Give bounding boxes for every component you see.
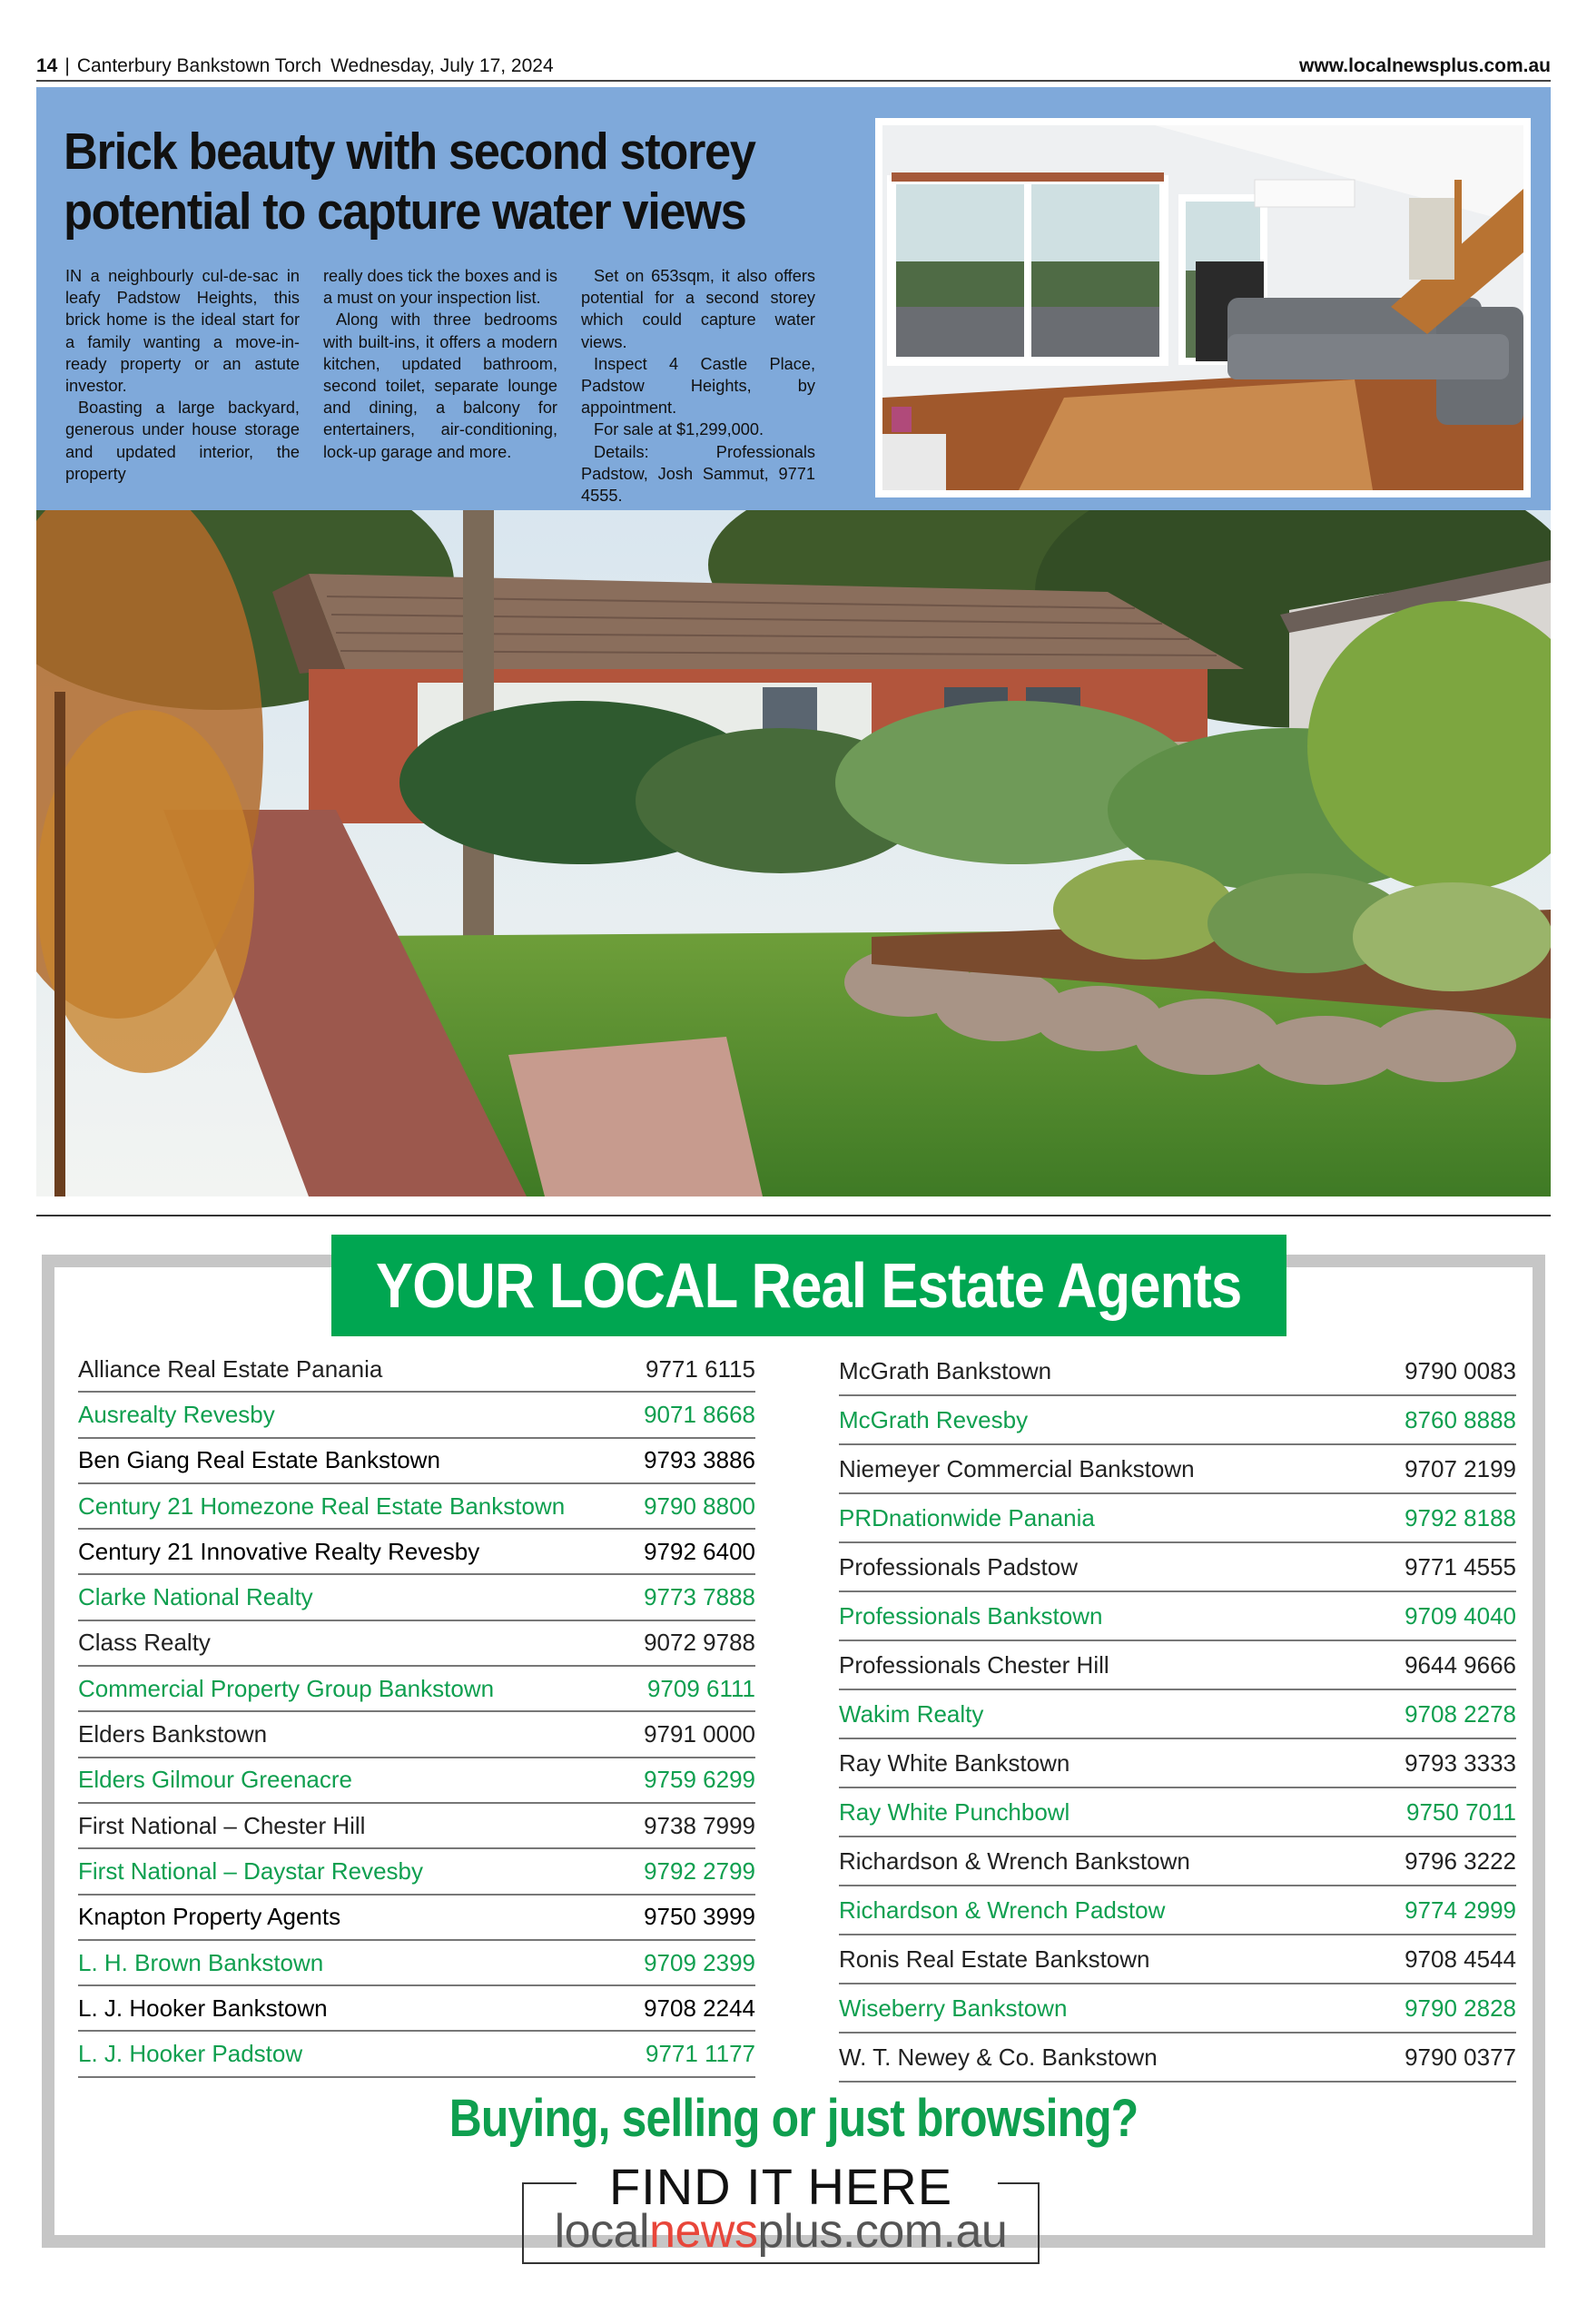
agent-phone: 9709 2399 [644,1948,755,1976]
article-paragraph: Inspect 4 Castle Place, Padstow Heights, by appointment. [581,354,815,418]
agent-phone: 9790 0377 [1405,2043,1516,2071]
agent-row [839,1347,1516,1396]
article-column-3 [581,265,815,507]
agent-row [78,1986,755,2032]
article-paragraph: Details: Professionals Padstow, Josh Sammut, 9771 4555. [581,442,815,506]
logo-site-url [522,2204,1040,2259]
agent-name: Clarke National Realty [78,1583,313,1611]
agent-name: Century 21 Homezone Real Estate Bankstown [78,1492,566,1520]
agent-name: Knapton Property Agents [78,1903,341,1931]
logo-site-local: local [554,2205,650,2258]
agent-name: Elders Bankstown [78,1720,268,1748]
agent-row [839,1543,1516,1592]
website-link[interactable]: www.localnewsplus.com.au [1299,55,1551,76]
agent-name: First National – Chester Hill [78,1811,366,1839]
agent-name: Class Realty [78,1629,211,1657]
agent-phone: 9793 3886 [644,1446,755,1474]
agent-row [839,1445,1516,1494]
agent-row [78,1484,755,1530]
article-headline: Brick beauty with second storey potential to capture water views [64,123,755,241]
agent-name: Commercial Property Group Bankstown [78,1674,495,1702]
article-panel [36,87,1551,510]
logo-site-news: news [649,2205,758,2258]
agent-phone: 9774 2999 [1405,1896,1516,1924]
agent-name: L. J. Hooker Bankstown [78,1994,328,2022]
exterior-photo [36,510,1551,1196]
agent-row [839,1837,1516,1886]
agent-phone: 9071 8668 [644,1400,755,1428]
agent-phone: 9708 4544 [1405,1945,1516,1973]
page-header [36,53,1551,82]
agent-row [78,1393,755,1438]
agent-phone: 9759 6299 [644,1766,755,1794]
article-paragraph: Set on 653sqm, it also offers potential for a second storey which could capture water views. [581,267,815,351]
agent-phone: 9708 2278 [1405,1699,1516,1728]
agent-row [78,1758,755,1804]
article-paragraph: Along with three bedrooms with built-ins, it offers a modern kitchen, updated bathroom, second toilet, separate lounge and dining, a balcony for entertainers, air-conditioning, lock-up garage and more. [323,310,557,461]
agent-phone: 9771 1177 [646,2040,755,2068]
article-body [65,265,815,507]
agent-name: Richardson & Wrench Bankstown [839,1846,1190,1875]
agent-name: Elders Gilmour Greenacre [78,1766,352,1794]
agents-list-right [839,1347,1516,2083]
agent-name: McGrath Bankstown [839,1356,1052,1384]
agent-row [839,1690,1516,1739]
agent-name: Professionals Chester Hill [839,1650,1109,1679]
agent-row [78,1941,755,1986]
logo-site-plus: plus.com.au [757,2205,1008,2258]
agent-phone: 9709 4040 [1405,1601,1516,1630]
article-paragraph: Boasting a large backyard, generous under house storage and updated interior, the property [65,399,300,483]
agent-name: Wakim Realty [839,1699,984,1728]
agent-row [839,1739,1516,1788]
agent-row [78,1712,755,1758]
agent-row [839,1935,1516,1984]
agent-phone: 9644 9666 [1405,1650,1516,1679]
agent-row [78,1575,755,1620]
local-agents-box [42,1250,1545,2258]
agent-phone: 9793 3333 [1405,1748,1516,1777]
agent-row [78,1347,755,1393]
agent-phone: 9072 9788 [644,1629,755,1657]
agent-name: Richardson & Wrench Padstow [839,1896,1166,1924]
publication-name: Canterbury Bankstown Torch [76,55,322,76]
interior-photo [875,118,1531,497]
agent-phone: 9792 8188 [1405,1503,1516,1531]
agent-name: Ray White Punchbowl [839,1797,1070,1826]
agent-name: Ben Giang Real Estate Bankstown [78,1446,440,1474]
find-it-here: FIND IT HERE [608,2158,953,2215]
agent-name: Ray White Bankstown [839,1748,1070,1777]
interior-photo-image [882,125,1523,490]
agent-phone: 9790 8800 [644,1492,755,1520]
agent-phone: 9738 7999 [644,1811,755,1839]
agent-phone: 9708 2244 [644,1994,755,2022]
agent-name: W. T. Newey & Co. Bankstown [839,2043,1158,2071]
agent-row [839,1788,1516,1837]
feature-article [36,87,1551,1196]
agent-phone: 8760 8888 [1405,1405,1516,1433]
agent-row [839,1641,1516,1690]
agent-row [839,1592,1516,1641]
localnewsplus-logo[interactable] [522,2157,1040,2266]
agent-name: Niemeyer Commercial Bankstown [839,1454,1195,1482]
agent-phone: 9790 2828 [1405,1994,1516,2022]
agent-phone: 9792 2799 [644,1856,755,1885]
article-column-2 [323,265,557,507]
agent-name: Ausrealty Revesby [78,1400,275,1428]
section-divider [36,1215,1551,1216]
agent-phone: 9707 2199 [1405,1454,1516,1482]
agent-name: McGrath Revesby [839,1405,1029,1433]
agents-banner [331,1235,1286,1336]
agent-phone: 9773 7888 [644,1583,755,1611]
agent-phone: 9790 0083 [1405,1356,1516,1384]
agent-row [78,1849,755,1895]
header-separator: | [64,55,70,76]
agent-name: L. J. Hooker Padstow [78,2040,303,2068]
page-number: 14 [36,55,58,76]
agent-row [839,1984,1516,2034]
agent-phone: 9791 0000 [644,1720,755,1748]
agent-row [78,1804,755,1849]
agent-row [78,1530,755,1575]
agents-banner-title: YOUR LOCAL Real Estate Agents [376,1250,1242,1321]
agent-name: L. H. Brown Bankstown [78,1948,324,1976]
agent-name: Professionals Bankstown [839,1601,1103,1630]
agent-name: First National – Daystar Revesby [78,1856,424,1885]
agent-phone: 9771 4555 [1405,1552,1516,1581]
issue-date: Wednesday, July 17, 2024 [330,55,554,76]
tagline-text: Buying, selling or just browsing? [448,2089,1138,2148]
agent-phone: 9750 7011 [1406,1797,1516,1826]
agent-row [78,2032,755,2077]
agent-name: Professionals Padstow [839,1552,1079,1581]
agent-name: Wiseberry Bankstown [839,1994,1068,2022]
agent-row [78,1439,755,1484]
article-paragraph: For sale at $1,299,000. [594,420,764,439]
agent-phone: 9771 6115 [646,1354,755,1383]
agent-phone: 9792 6400 [644,1537,755,1565]
agent-row [839,1396,1516,1445]
agent-row [839,1494,1516,1543]
agent-row [839,2034,1516,2083]
agent-phone: 9750 3999 [644,1903,755,1931]
agent-row [78,1621,755,1667]
agents-list-left [78,1347,755,2078]
agent-name: PRDnationwide Panania [839,1503,1095,1531]
agent-name: Ronis Real Estate Bankstown [839,1945,1150,1973]
agent-phone: 9709 6111 [646,1674,755,1702]
exterior-photo-image [36,510,1551,1196]
agent-phone: 9796 3222 [1405,1846,1516,1875]
agent-name: Alliance Real Estate Panania [78,1354,383,1383]
agent-row [78,1667,755,1712]
article-paragraph: IN a neighbourly cul-de-sac in leafy Padstow Heights, this brick home is the ideal start for a family wanting a move-in-ready property or an astute investor. [65,267,300,396]
article-paragraph: really does tick the boxes and is a must on your inspection list. [323,267,557,308]
agent-row [78,1896,755,1941]
article-column-1 [65,265,300,507]
tagline [54,2088,1533,2149]
agent-row [839,1886,1516,1935]
agent-name: Century 21 Innovative Realty Revesby [78,1537,480,1565]
